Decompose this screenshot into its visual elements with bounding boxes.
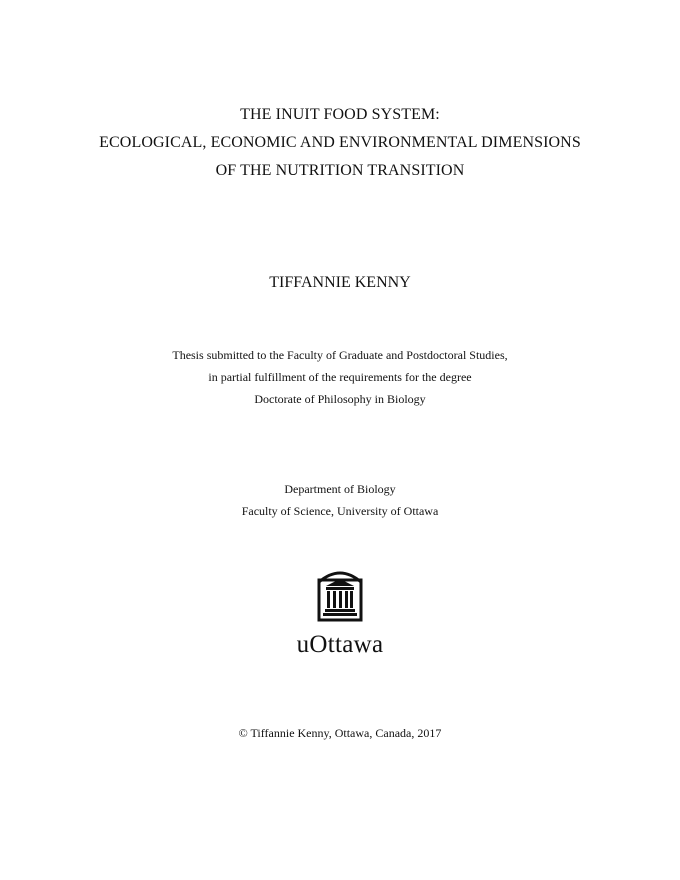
title-line: ECOLOGICAL, ECONOMIC AND ENVIRONMENTAL DIMENSIONS [99, 134, 581, 151]
thesis-statement-line: in partial fulfillment of the requirements for the degree [208, 370, 472, 384]
thesis-statement-line: Thesis submitted to the Faculty of Graduate and Postdoctoral Studies, [172, 348, 508, 362]
title-line: THE INUIT FOOD SYSTEM: [240, 106, 440, 123]
university-logo [0, 570, 680, 660]
department-line: Department of Biology [284, 482, 396, 496]
university-building-icon [317, 570, 363, 622]
author-name: TIFFANNIE KENNY [269, 274, 411, 291]
title-line: OF THE NUTRITION TRANSITION [215, 162, 465, 179]
thesis-statement [0, 344, 680, 410]
department-info [0, 478, 680, 522]
university-wordmark: uOttawa [296, 631, 384, 658]
copyright-notice: © Tiffannie Kenny, Ottawa, Canada, 2017 [238, 726, 442, 740]
thesis-statement-line: Doctorate of Philosophy in Biology [254, 392, 426, 406]
faculty-line: Faculty of Science, University of Ottawa [241, 504, 439, 518]
thesis-title [0, 101, 680, 185]
